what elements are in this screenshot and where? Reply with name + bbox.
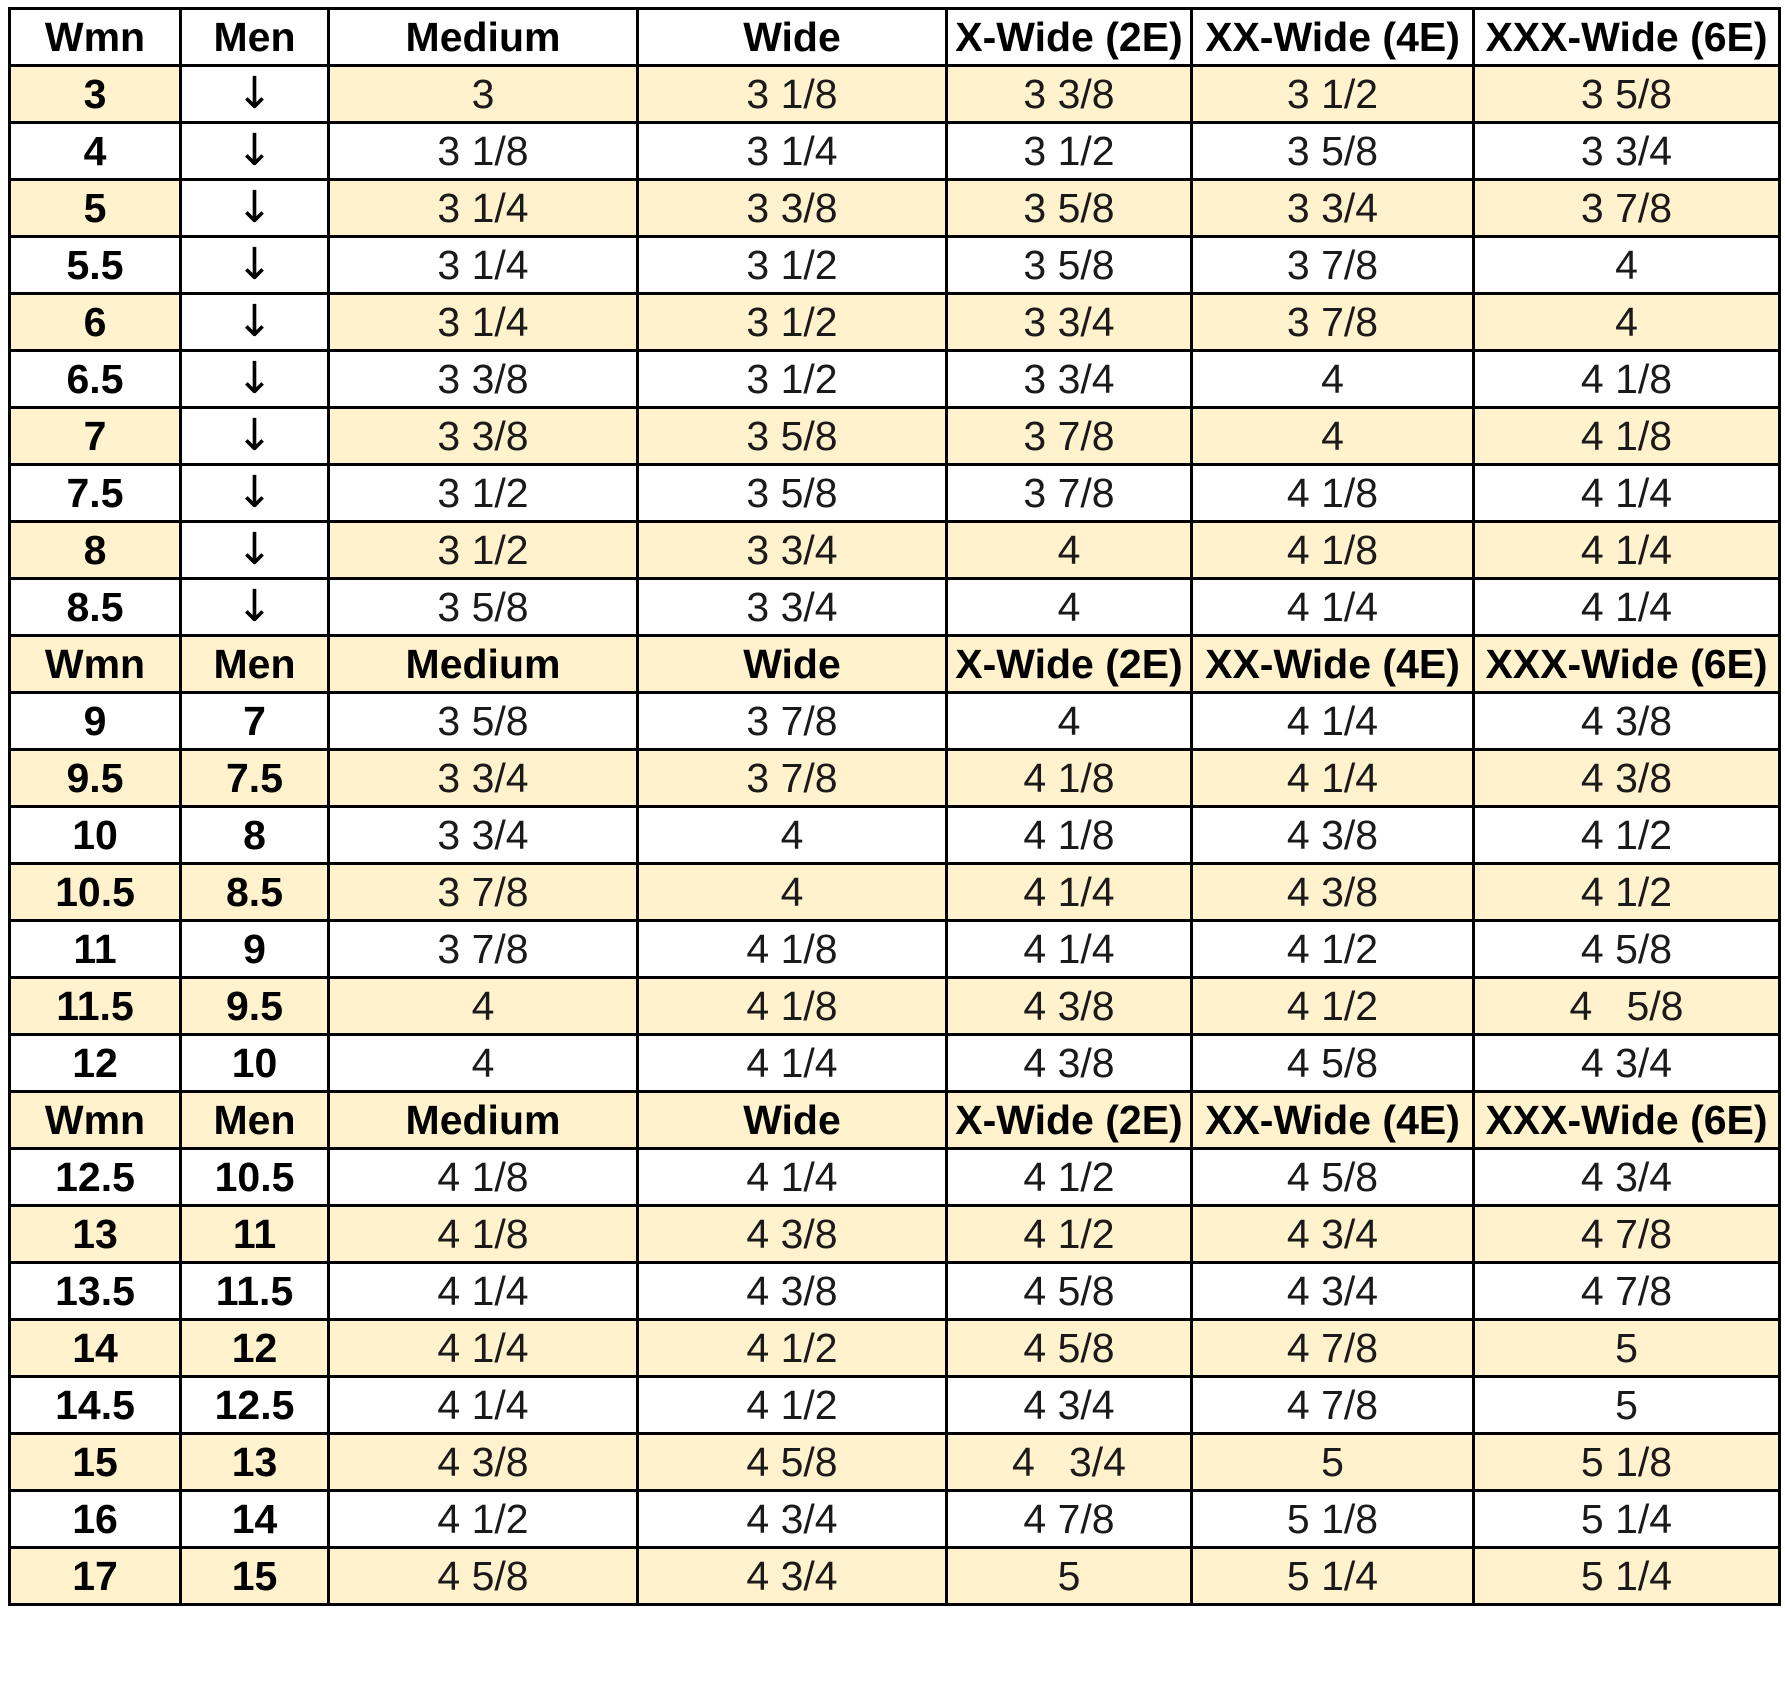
cell-x-wide-2e: 4 bbox=[947, 693, 1192, 750]
cell-wide: 4 1/8 bbox=[638, 921, 947, 978]
cell-medium: 3 5/8 bbox=[329, 579, 638, 636]
down-arrow-glyph: ↓ bbox=[236, 182, 273, 233]
table-row bbox=[10, 1491, 1780, 1548]
cell-wide: 3 1/2 bbox=[638, 294, 947, 351]
down-arrow-icon bbox=[181, 66, 329, 123]
cell-xxx-wide-6e: 4 bbox=[1474, 294, 1780, 351]
table-row bbox=[10, 1149, 1780, 1206]
cell-xx-wide-4e: 4 1/2 bbox=[1192, 978, 1474, 1035]
column-header-xxx-wide-6e: XXX-Wide (6E) bbox=[1474, 9, 1780, 66]
column-header-wmn: Wmn bbox=[10, 636, 181, 693]
table-row bbox=[10, 351, 1780, 408]
cell-wide: 3 1/8 bbox=[638, 66, 947, 123]
cell-wide: 4 3/8 bbox=[638, 1206, 947, 1263]
cell-wide: 4 5/8 bbox=[638, 1434, 947, 1491]
cell-wide: 4 1/4 bbox=[638, 1149, 947, 1206]
cell-wide: 4 3/8 bbox=[638, 1263, 947, 1320]
cell-x-wide-2e: 4 1/2 bbox=[947, 1206, 1192, 1263]
table-row bbox=[10, 807, 1780, 864]
cell-x-wide-2e: 4 3/4 bbox=[947, 1434, 1192, 1491]
cell-xx-wide-4e: 4 bbox=[1192, 408, 1474, 465]
cell-wmn: 14 bbox=[10, 1320, 181, 1377]
column-header-wmn: Wmn bbox=[10, 1092, 181, 1149]
cell-xx-wide-4e: 4 1/8 bbox=[1192, 465, 1474, 522]
cell-x-wide-2e: 4 3/4 bbox=[947, 1377, 1192, 1434]
cell-xxx-wide-6e: 4 3/8 bbox=[1474, 693, 1780, 750]
cell-xxx-wide-6e: 3 5/8 bbox=[1474, 66, 1780, 123]
cell-x-wide-2e: 3 5/8 bbox=[947, 180, 1192, 237]
cell-xxx-wide-6e: 4 1/4 bbox=[1474, 579, 1780, 636]
cell-xx-wide-4e: 5 bbox=[1192, 1434, 1474, 1491]
down-arrow-icon bbox=[181, 408, 329, 465]
down-arrow-icon bbox=[181, 522, 329, 579]
column-header-xx-wide-4e: XX-Wide (4E) bbox=[1192, 1092, 1474, 1149]
cell-medium: 4 3/8 bbox=[329, 1434, 638, 1491]
table-row bbox=[10, 123, 1780, 180]
cell-wmn: 13 bbox=[10, 1206, 181, 1263]
cell-medium: 3 1/4 bbox=[329, 294, 638, 351]
cell-xxx-wide-6e: 4 bbox=[1474, 237, 1780, 294]
cell-wmn: 4 bbox=[10, 123, 181, 180]
cell-xxx-wide-6e: 4 1/2 bbox=[1474, 807, 1780, 864]
cell-x-wide-2e: 3 3/4 bbox=[947, 294, 1192, 351]
column-header-wide: Wide bbox=[638, 1092, 947, 1149]
cell-x-wide-2e: 4 1/8 bbox=[947, 807, 1192, 864]
down-arrow-glyph: ↓ bbox=[236, 524, 273, 575]
cell-wmn: 16 bbox=[10, 1491, 181, 1548]
cell-medium: 3 3/4 bbox=[329, 807, 638, 864]
cell-x-wide-2e: 4 bbox=[947, 522, 1192, 579]
table-row bbox=[10, 579, 1780, 636]
size-table bbox=[8, 7, 1781, 1606]
cell-xx-wide-4e: 4 1/4 bbox=[1192, 579, 1474, 636]
cell-wmn: 7.5 bbox=[10, 465, 181, 522]
column-header-medium: Medium bbox=[329, 9, 638, 66]
cell-xx-wide-4e: 5 1/8 bbox=[1192, 1491, 1474, 1548]
table-row bbox=[10, 1263, 1780, 1320]
cell-x-wide-2e: 4 1/2 bbox=[947, 1149, 1192, 1206]
cell-wmn: 8.5 bbox=[10, 579, 181, 636]
table-row bbox=[10, 237, 1780, 294]
cell-wide: 3 3/8 bbox=[638, 180, 947, 237]
cell-wide: 3 7/8 bbox=[638, 693, 947, 750]
down-arrow-icon bbox=[181, 180, 329, 237]
cell-medium: 3 3/8 bbox=[329, 351, 638, 408]
column-header-xx-wide-4e: XX-Wide (4E) bbox=[1192, 636, 1474, 693]
down-arrow-icon bbox=[181, 465, 329, 522]
cell-wmn: 3 bbox=[10, 66, 181, 123]
cell-x-wide-2e: 4 1/8 bbox=[947, 750, 1192, 807]
cell-medium: 4 bbox=[329, 978, 638, 1035]
cell-wide: 4 1/2 bbox=[638, 1377, 947, 1434]
table-row bbox=[10, 1434, 1780, 1491]
table-row bbox=[10, 408, 1780, 465]
cell-x-wide-2e: 5 bbox=[947, 1548, 1192, 1605]
down-arrow-icon bbox=[181, 579, 329, 636]
cell-wide: 3 1/4 bbox=[638, 123, 947, 180]
cell-wide: 4 1/8 bbox=[638, 978, 947, 1035]
cell-wmn: 8 bbox=[10, 522, 181, 579]
column-header-x-wide-2e: X-Wide (2E) bbox=[947, 636, 1192, 693]
cell-wmn: 6 bbox=[10, 294, 181, 351]
cell-xx-wide-4e: 4 1/4 bbox=[1192, 693, 1474, 750]
cell-wide: 3 3/4 bbox=[638, 522, 947, 579]
cell-xxx-wide-6e: 4 1/2 bbox=[1474, 864, 1780, 921]
cell-wide: 4 3/4 bbox=[638, 1548, 947, 1605]
cell-men: 12.5 bbox=[181, 1377, 329, 1434]
cell-xxx-wide-6e: 4 1/4 bbox=[1474, 522, 1780, 579]
cell-x-wide-2e: 4 bbox=[947, 579, 1192, 636]
down-arrow-icon bbox=[181, 123, 329, 180]
cell-xx-wide-4e: 4 7/8 bbox=[1192, 1320, 1474, 1377]
cell-men: 10 bbox=[181, 1035, 329, 1092]
cell-wmn: 10.5 bbox=[10, 864, 181, 921]
down-arrow-icon bbox=[181, 294, 329, 351]
cell-medium: 4 1/8 bbox=[329, 1206, 638, 1263]
cell-men: 7.5 bbox=[181, 750, 329, 807]
down-arrow-glyph: ↓ bbox=[236, 296, 273, 347]
cell-xxx-wide-6e: 4 5/8 bbox=[1474, 921, 1780, 978]
cell-wmn: 11 bbox=[10, 921, 181, 978]
cell-xxx-wide-6e: 4 3/8 bbox=[1474, 750, 1780, 807]
cell-x-wide-2e: 3 3/8 bbox=[947, 66, 1192, 123]
table-row bbox=[10, 465, 1780, 522]
cell-medium: 4 1/8 bbox=[329, 1149, 638, 1206]
cell-xxx-wide-6e: 4 1/4 bbox=[1474, 465, 1780, 522]
cell-wide: 4 1/2 bbox=[638, 1320, 947, 1377]
cell-medium: 3 1/4 bbox=[329, 180, 638, 237]
cell-xx-wide-4e: 3 3/4 bbox=[1192, 180, 1474, 237]
column-header-medium: Medium bbox=[329, 636, 638, 693]
cell-wmn: 7 bbox=[10, 408, 181, 465]
cell-xxx-wide-6e: 4 1/8 bbox=[1474, 351, 1780, 408]
cell-men: 14 bbox=[181, 1491, 329, 1548]
cell-wmn: 11.5 bbox=[10, 978, 181, 1035]
cell-men: 12 bbox=[181, 1320, 329, 1377]
column-header-x-wide-2e: X-Wide (2E) bbox=[947, 1092, 1192, 1149]
cell-wmn: 14.5 bbox=[10, 1377, 181, 1434]
cell-xx-wide-4e: 3 1/2 bbox=[1192, 66, 1474, 123]
cell-medium: 4 bbox=[329, 1035, 638, 1092]
header-row bbox=[10, 636, 1780, 693]
table-row bbox=[10, 1548, 1780, 1605]
cell-wide: 4 3/4 bbox=[638, 1491, 947, 1548]
cell-xx-wide-4e: 4 7/8 bbox=[1192, 1377, 1474, 1434]
cell-xx-wide-4e: 4 bbox=[1192, 351, 1474, 408]
table-row bbox=[10, 864, 1780, 921]
cell-medium: 4 1/2 bbox=[329, 1491, 638, 1548]
cell-xx-wide-4e: 4 5/8 bbox=[1192, 1149, 1474, 1206]
cell-men: 11 bbox=[181, 1206, 329, 1263]
cell-men: 9 bbox=[181, 921, 329, 978]
cell-x-wide-2e: 4 5/8 bbox=[947, 1263, 1192, 1320]
cell-men: 10.5 bbox=[181, 1149, 329, 1206]
cell-xx-wide-4e: 3 5/8 bbox=[1192, 123, 1474, 180]
cell-wide: 3 5/8 bbox=[638, 465, 947, 522]
cell-xxx-wide-6e: 3 7/8 bbox=[1474, 180, 1780, 237]
cell-x-wide-2e: 3 5/8 bbox=[947, 237, 1192, 294]
cell-xx-wide-4e: 4 1/4 bbox=[1192, 750, 1474, 807]
cell-wmn: 12.5 bbox=[10, 1149, 181, 1206]
down-arrow-glyph: ↓ bbox=[236, 239, 273, 290]
down-arrow-glyph: ↓ bbox=[236, 410, 273, 461]
cell-medium: 3 1/8 bbox=[329, 123, 638, 180]
cell-medium: 4 5/8 bbox=[329, 1548, 638, 1605]
cell-x-wide-2e: 4 3/8 bbox=[947, 978, 1192, 1035]
table-row bbox=[10, 1377, 1780, 1434]
cell-men: 8 bbox=[181, 807, 329, 864]
column-header-xxx-wide-6e: XXX-Wide (6E) bbox=[1474, 1092, 1780, 1149]
cell-wide: 3 1/2 bbox=[638, 351, 947, 408]
cell-wmn: 17 bbox=[10, 1548, 181, 1605]
table-row bbox=[10, 180, 1780, 237]
cell-xx-wide-4e: 4 3/4 bbox=[1192, 1263, 1474, 1320]
column-header-xxx-wide-6e: XXX-Wide (6E) bbox=[1474, 636, 1780, 693]
cell-wmn: 5 bbox=[10, 180, 181, 237]
cell-xx-wide-4e: 3 7/8 bbox=[1192, 294, 1474, 351]
table-row bbox=[10, 1320, 1780, 1377]
cell-medium: 3 7/8 bbox=[329, 921, 638, 978]
cell-xx-wide-4e: 4 3/4 bbox=[1192, 1206, 1474, 1263]
column-header-wide: Wide bbox=[638, 9, 947, 66]
cell-xx-wide-4e: 4 3/8 bbox=[1192, 864, 1474, 921]
cell-x-wide-2e: 4 5/8 bbox=[947, 1320, 1192, 1377]
cell-men: 8.5 bbox=[181, 864, 329, 921]
cell-xxx-wide-6e: 4 3/4 bbox=[1474, 1035, 1780, 1092]
cell-xx-wide-4e: 4 5/8 bbox=[1192, 1035, 1474, 1092]
table-body bbox=[10, 9, 1780, 1605]
cell-xxx-wide-6e: 4 7/8 bbox=[1474, 1206, 1780, 1263]
cell-medium: 4 1/4 bbox=[329, 1377, 638, 1434]
table-row bbox=[10, 294, 1780, 351]
cell-xxx-wide-6e: 4 1/8 bbox=[1474, 408, 1780, 465]
down-arrow-glyph: ↓ bbox=[236, 125, 273, 176]
cell-x-wide-2e: 3 3/4 bbox=[947, 351, 1192, 408]
cell-xxx-wide-6e: 4 5/8 bbox=[1474, 978, 1780, 1035]
cell-xx-wide-4e: 4 1/2 bbox=[1192, 921, 1474, 978]
cell-wide: 3 3/4 bbox=[638, 579, 947, 636]
cell-medium: 4 1/4 bbox=[329, 1320, 638, 1377]
column-header-medium: Medium bbox=[329, 1092, 638, 1149]
cell-medium: 3 7/8 bbox=[329, 864, 638, 921]
cell-xxx-wide-6e: 5 1/4 bbox=[1474, 1548, 1780, 1605]
cell-wmn: 12 bbox=[10, 1035, 181, 1092]
cell-men: 13 bbox=[181, 1434, 329, 1491]
down-arrow-glyph: ↓ bbox=[236, 353, 273, 404]
table-row bbox=[10, 66, 1780, 123]
cell-x-wide-2e: 4 1/4 bbox=[947, 921, 1192, 978]
cell-x-wide-2e: 3 7/8 bbox=[947, 465, 1192, 522]
cell-xx-wide-4e: 3 7/8 bbox=[1192, 237, 1474, 294]
cell-wmn: 10 bbox=[10, 807, 181, 864]
cell-medium: 3 bbox=[329, 66, 638, 123]
cell-wide: 4 bbox=[638, 864, 947, 921]
cell-wide: 3 1/2 bbox=[638, 237, 947, 294]
cell-xxx-wide-6e: 5 1/4 bbox=[1474, 1491, 1780, 1548]
cell-wide: 4 bbox=[638, 807, 947, 864]
cell-men: 9.5 bbox=[181, 978, 329, 1035]
cell-men: 7 bbox=[181, 693, 329, 750]
down-arrow-icon bbox=[181, 237, 329, 294]
cell-medium: 3 1/2 bbox=[329, 465, 638, 522]
cell-medium: 3 3/4 bbox=[329, 750, 638, 807]
cell-xx-wide-4e: 4 1/8 bbox=[1192, 522, 1474, 579]
cell-wmn: 5.5 bbox=[10, 237, 181, 294]
cell-x-wide-2e: 3 7/8 bbox=[947, 408, 1192, 465]
cell-xxx-wide-6e: 3 3/4 bbox=[1474, 123, 1780, 180]
column-header-x-wide-2e: X-Wide (2E) bbox=[947, 9, 1192, 66]
cell-medium: 3 1/4 bbox=[329, 237, 638, 294]
cell-wmn: 6.5 bbox=[10, 351, 181, 408]
column-header-xx-wide-4e: XX-Wide (4E) bbox=[1192, 9, 1474, 66]
table-row bbox=[10, 522, 1780, 579]
cell-wide: 3 7/8 bbox=[638, 750, 947, 807]
table-row bbox=[10, 750, 1780, 807]
cell-wmn: 15 bbox=[10, 1434, 181, 1491]
cell-men: 15 bbox=[181, 1548, 329, 1605]
cell-xxx-wide-6e: 5 bbox=[1474, 1377, 1780, 1434]
column-header-wide: Wide bbox=[638, 636, 947, 693]
cell-medium: 3 3/8 bbox=[329, 408, 638, 465]
column-header-men: Men bbox=[181, 1092, 329, 1149]
cell-xxx-wide-6e: 5 1/8 bbox=[1474, 1434, 1780, 1491]
column-header-wmn: Wmn bbox=[10, 9, 181, 66]
header-row bbox=[10, 1092, 1780, 1149]
cell-wmn: 9 bbox=[10, 693, 181, 750]
column-header-men: Men bbox=[181, 636, 329, 693]
cell-wide: 4 1/4 bbox=[638, 1035, 947, 1092]
cell-xxx-wide-6e: 4 3/4 bbox=[1474, 1149, 1780, 1206]
cell-x-wide-2e: 4 3/8 bbox=[947, 1035, 1192, 1092]
cell-wide: 3 5/8 bbox=[638, 408, 947, 465]
cell-medium: 3 1/2 bbox=[329, 522, 638, 579]
down-arrow-icon bbox=[181, 351, 329, 408]
cell-x-wide-2e: 4 7/8 bbox=[947, 1491, 1192, 1548]
cell-xxx-wide-6e: 4 7/8 bbox=[1474, 1263, 1780, 1320]
column-header-men: Men bbox=[181, 9, 329, 66]
table-row bbox=[10, 693, 1780, 750]
cell-x-wide-2e: 4 1/4 bbox=[947, 864, 1192, 921]
cell-xx-wide-4e: 5 1/4 bbox=[1192, 1548, 1474, 1605]
cell-men: 11.5 bbox=[181, 1263, 329, 1320]
cell-wmn: 9.5 bbox=[10, 750, 181, 807]
cell-wmn: 13.5 bbox=[10, 1263, 181, 1320]
table-row bbox=[10, 1035, 1780, 1092]
down-arrow-glyph: ↓ bbox=[236, 68, 273, 119]
table-row bbox=[10, 978, 1780, 1035]
table-row bbox=[10, 921, 1780, 978]
down-arrow-glyph: ↓ bbox=[236, 467, 273, 518]
cell-x-wide-2e: 3 1/2 bbox=[947, 123, 1192, 180]
cell-xx-wide-4e: 4 3/8 bbox=[1192, 807, 1474, 864]
cell-medium: 4 1/4 bbox=[329, 1263, 638, 1320]
cell-xxx-wide-6e: 5 bbox=[1474, 1320, 1780, 1377]
cell-medium: 3 5/8 bbox=[329, 693, 638, 750]
down-arrow-glyph: ↓ bbox=[236, 581, 273, 632]
table-row bbox=[10, 1206, 1780, 1263]
header-row bbox=[10, 9, 1780, 66]
